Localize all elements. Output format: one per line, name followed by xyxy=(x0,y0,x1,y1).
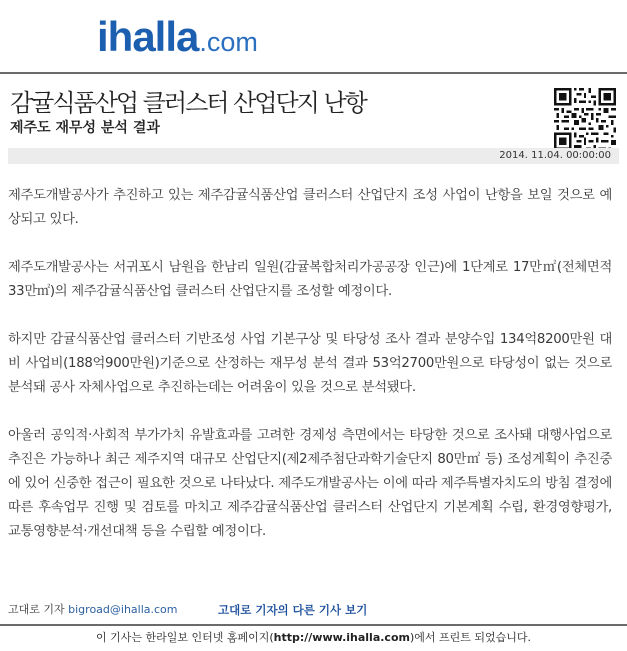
header-divider xyxy=(0,72,627,74)
footer-divider xyxy=(0,624,627,626)
article-paragraph: 아울러 공익적·사회적 부가가치 유발효과를 고려한 경제성 측면에서는 타당한 것으로 조사돼 대행사업으로 추진은 가능하나 최근 제주지역 대규모 산업단지(제2제주첨단과학기술단지 80만㎡ 등) 조성계획이 추진중에 있어 신중한 접근이 필요한 것으로 나타났다. 제주도개발공사는 이에 따라 제주특별자치도의 방침 결정에 따른 후속업무 진행 및 검토를 마치고 제주감귤식품산업 클러스터 산업단지 기본계획 수립, 환경영향평가, 교통영향분석·개선대책 등을 수립할 예정이다. xyxy=(8,428,612,539)
print-footer xyxy=(0,627,627,649)
logo-main-text: ihalla xyxy=(97,13,199,60)
footer-prefix: 이 기사는 한라일보 인터넷 홈페이지( xyxy=(95,631,274,644)
article-body xyxy=(8,184,612,568)
logo-domain-suffix: .com xyxy=(199,27,258,57)
byline xyxy=(8,600,178,620)
byline-email[interactable]: bigroad@ihalla.com xyxy=(68,603,178,616)
byline-reporter: 고대로 기자 xyxy=(8,603,65,616)
ihalla-logo[interactable] xyxy=(97,14,258,60)
article-paragraph: 하지만 감귤식품산업 클러스터 기반조성 사업 기본구상 및 타당성 조사 결과 분양수입 134억8200만원 대비 사업비(188억900만원)기준으로 산정하는 재무성 분석 결과 53억2700만원으로 타당성이 없는 것으로 분석돼 공사 자체사업으로 추진하는데는 어려움이 있을 것으로 분석됐다. xyxy=(8,332,612,395)
qr-code-icon xyxy=(554,88,616,150)
date-bar xyxy=(8,148,619,164)
more-articles-link[interactable]: 고대로 기자의 다른 기사 보기 xyxy=(218,603,368,617)
article-paragraph: 제주도개발공사는 서귀포시 남원읍 한남리 일원(감귤복합처리가공공장 인근)에 1단계로 17만㎡(전체면적 33만㎡)의 제주감귤식품산업 클러스터 산업단지를 조성할 예정이다. xyxy=(8,260,612,299)
footer-suffix: )에서 프린트 되었습니다. xyxy=(409,631,532,644)
article-date: 2014. 11.04. 00:00:00 xyxy=(499,150,611,161)
footer-url[interactable]: http://www.ihalla.com xyxy=(273,631,410,644)
article-paragraph: 제주도개발공사가 추진하고 있는 제주감귤식품산업 클러스터 산업단지 조성 사업이 난항을 보일 것으로 예상되고 있다. xyxy=(8,188,612,227)
article-headline: 감귤식품산업 클러스터 산업단지 난항 xyxy=(10,89,366,117)
article-subhead: 제주도 재무성 분석 결과 xyxy=(10,120,160,136)
